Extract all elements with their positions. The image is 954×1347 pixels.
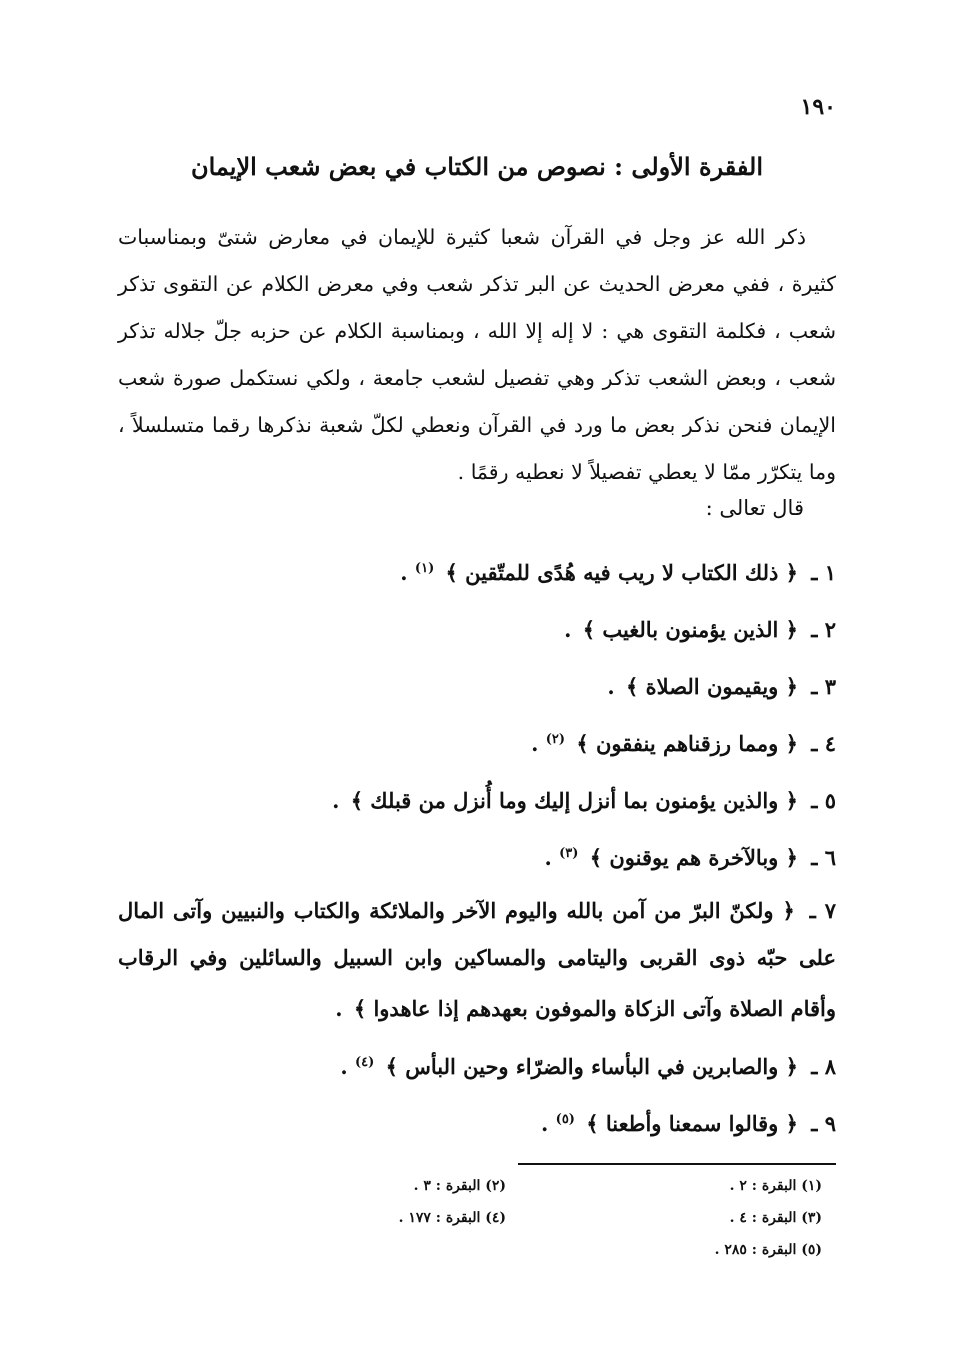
verse-item [118,1096,836,1147]
footnote: (١) البقرة : ٢ . [729,1178,822,1194]
verse-text: ﴿ ولكنّ البرّ من آمن بالله واليوم الآخر والملائكة والكتاب والنبيين وآتى المال على حبّه ذوى القربى واليتامى والمساكين وابن السبيل والسائلين وفي الرقاب وأقام الصلاة وآتى الزكاة والموفون بعهدهم إذا عاهدوا ﴾ [118,898,836,1021]
verse-end: . [564,617,572,642]
footnote-ref: (٣) [559,846,579,861]
verse-item [118,716,836,767]
footnote-ref: (٤) [354,1055,375,1070]
verse-text: ﴿ والذين يؤمنون بما أنزل إليك وما أُنزل من قبلك ﴾ [350,788,798,813]
verse-number: ٧ ـ [809,898,837,923]
footnote: (٣) البقرة : ٤ . [729,1210,822,1226]
verse-end: . [340,1054,348,1079]
verse-end: . [541,1111,549,1136]
verse-number: ٩ ـ [811,1111,836,1136]
verse-number: ٦ ـ [811,845,836,870]
verse-item [118,1039,836,1090]
verse-end: . [544,845,552,870]
verse-number: ٤ ـ [811,731,836,756]
verse-item [118,830,836,881]
page-number: ١٩٠ [800,94,836,120]
verses-intro: قال تعالى : [705,496,804,520]
verse-text: ﴿ والصابرين في البأساء والضرّاء وحين البأس ﴾ [385,1054,798,1079]
verse-end: . [332,788,340,813]
verse-item [118,602,836,653]
verse-number: ١ ـ [811,560,836,585]
verse-end: . [400,560,408,585]
verse-number: ٣ ـ [811,674,836,699]
verse-text: ﴿ ذلك الكتاب لا ريب فيه هُدًى للمتّقين ﴾ [445,560,798,585]
verse-text: ﴿ وبالآخرة هم يوقنون ﴾ [589,845,798,870]
verse-text: ﴿ ويقيمون الصلاة ﴾ [626,674,798,699]
verse-text: ﴿ ومما رزقناهم ينفقون ﴾ [576,731,798,756]
verse-number: ٨ ـ [811,1054,836,1079]
verse-item [118,887,836,1032]
verse-end: . [335,996,343,1021]
verse-number: ٥ ـ [811,788,836,813]
paragraph-text: ذكر الله عز وجل في القرآن شعبا كثيرة للإيمان في معارض شتىّ وبمناسبات كثيرة ، ففي معرض الحديث عن البر تذكر شعب وفي معرض الكلام عن التقوى تذكر شعب ، فكلمة التقوى هي : لا إله إلا الله ، وبمناسبة الكلام عن حزبه جلّ جلاله تذكر شعب ، وبعض الشعب تذكر وهي تفصيل لشعب جامعة ، ولكي نستكمل صورة شعب الإيمان فنحن نذكر بعض ما ورد في القرآن ونعطي لكلّ شعبة نذكرها رقما متسلسلاً ، وما يتكرّر ممّا لا يعطي تفصيلاً لا نعطيه رقمًا . [118,225,836,484]
section-title: الفقرة الأولى : نصوص من الكتاب في بعض شعب الإيمان [190,152,764,181]
footnote-ref: (١) [414,561,435,576]
intro-paragraph [118,214,836,496]
verse-end: . [607,674,615,699]
verse-item [118,773,836,824]
footnote-ref: (٥) [555,1112,575,1127]
verse-number: ٢ ـ [811,617,836,642]
footnote-divider [518,1163,836,1165]
footnote: (٥) البقرة : ٢٨٥ . [714,1242,822,1258]
verse-end: . [531,731,539,756]
footnote-ref: (٢) [545,732,566,747]
verse-item [118,545,836,596]
footnote: (٢) البقرة : ٣ . [413,1178,506,1194]
verse-item [118,659,836,710]
footnote: (٤) البقرة : ١٧٧ . [398,1210,506,1226]
verse-text: ﴿ وقالوا سمعنا وأطعنا ﴾ [586,1111,798,1136]
verse-text: ﴿ الذين يؤمنون بالغيب ﴾ [582,617,798,642]
